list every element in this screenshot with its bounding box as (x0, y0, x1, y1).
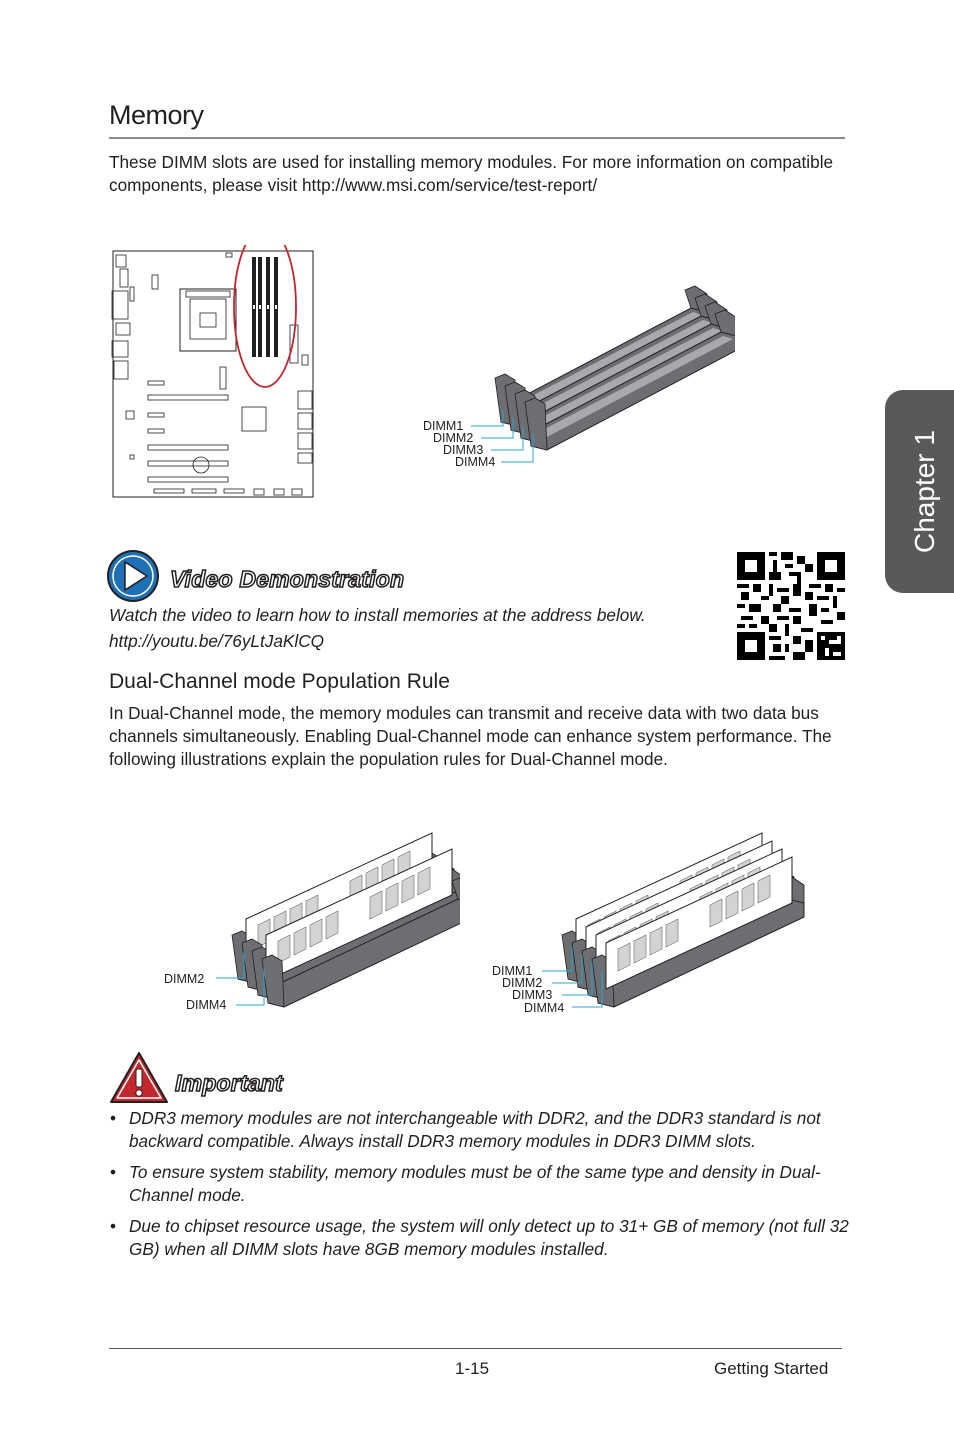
dual-channel-body: In Dual-Channel mode, the memory modules can transmit and receive data with two data bus channels simultaneously. Enabling Dual-Channel mode can enhance system performance. The following illustrations explain the population rules for Dual-Channel mode. (109, 703, 832, 769)
left-dimm2-label: DIMM2 (164, 972, 205, 986)
play-icon[interactable] (106, 549, 164, 603)
important-list (110, 1107, 850, 1269)
page-title: Memory (109, 100, 204, 130)
right-dimm4-label: DIMM4 (524, 1001, 565, 1015)
footer-divider (109, 1348, 842, 1349)
left-dimm4-label: DIMM4 (186, 998, 227, 1012)
dual-channel-two-modules-diagram (160, 815, 460, 1020)
dimm1-label: DIMM1 (423, 419, 464, 433)
footer-section: Getting Started (714, 1359, 829, 1378)
motherboard-diagram (104, 245, 318, 501)
dimm4-label: DIMM4 (455, 455, 496, 469)
video-text: Watch the video to learn how to install memories at the address below. (109, 605, 646, 625)
video-url-link[interactable]: http://youtu.be/76yLtJaKlCQ (109, 631, 324, 651)
dual-channel-heading: Dual-Channel mode Population Rule (109, 670, 450, 693)
title-divider (109, 137, 845, 139)
qr-code-icon[interactable] (737, 552, 845, 660)
dimm3-label: DIMM3 (443, 443, 484, 457)
dimm2-label: DIMM2 (433, 431, 474, 445)
important-item: • To ensure system stability, memory modules must be of the same type and density in Dual-Channel mode. (110, 1161, 850, 1207)
important-item: • DDR3 memory modules are not interchangeable with DDR2, and the DDR3 standard is not backward compatible. Always install DDR3 memory modules in DDR3 DIMM slots. (110, 1107, 850, 1153)
warning-icon (108, 1050, 170, 1105)
chapter-label: Chapter 1 (909, 430, 940, 553)
right-dimm1-label: DIMM1 (492, 964, 533, 978)
dimm-slots-diagram (415, 270, 735, 475)
video-heading: Video Demonstration (170, 566, 405, 592)
right-dimm2-label: DIMM2 (502, 976, 543, 990)
page-number: 1-15 (455, 1359, 490, 1378)
dual-channel-four-modules-diagram (490, 815, 810, 1020)
important-heading: Important (175, 1070, 283, 1096)
intro-paragraph: These DIMM slots are used for installing memory modules. For more information on compatible components, please visit http://www.msi.com/service/test-report/ (109, 152, 834, 195)
right-dimm3-label: DIMM3 (512, 988, 553, 1002)
important-item: • Due to chipset resource usage, the system will only detect up to 31+ GB of memory (not full 32 GB) when all DIMM slots have 8GB memory modules installed. (110, 1215, 850, 1261)
chapter-tab (885, 390, 954, 593)
